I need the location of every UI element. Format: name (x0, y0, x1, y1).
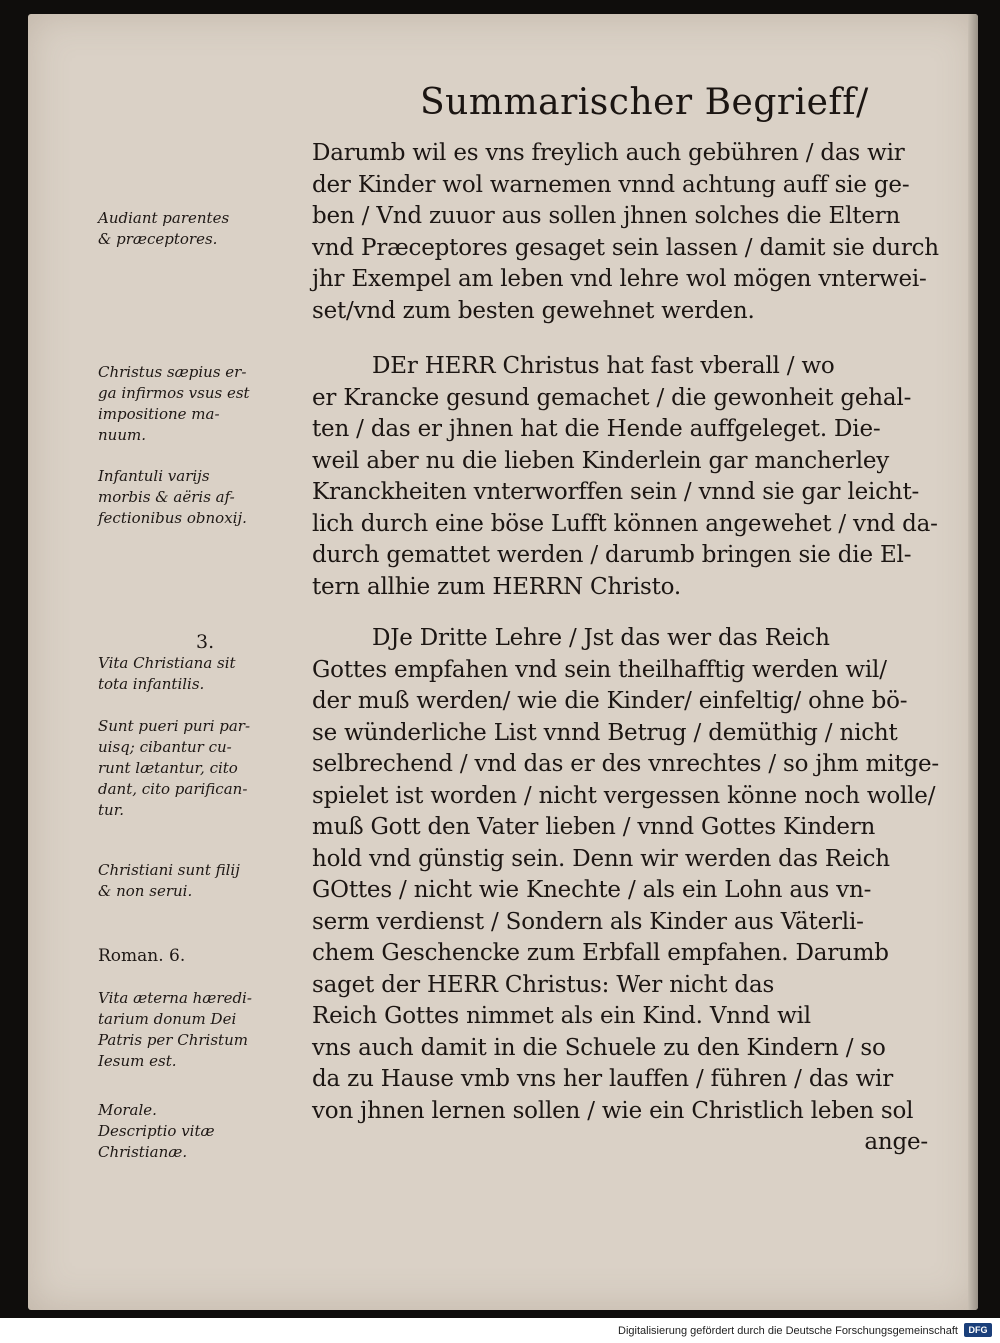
margin-note-line: Iesum est. (98, 1052, 177, 1070)
funding-credit: Digitalisierung gefördert durch die Deutsche Forschungsgemeinschaft (618, 1325, 958, 1337)
margin-note-line: Roman. 6. (98, 946, 186, 966)
paragraph-2 (312, 351, 938, 603)
text-line: chem Geschencke zum Erbfall empfahen. Darumb (312, 940, 889, 966)
margin-note-9 (98, 1100, 303, 1163)
margin-note-line: nuum. (98, 426, 146, 444)
text-line: jhr Exempel am leben vnd lehre wol mögen vnterwei- (312, 266, 927, 292)
margin-note-line: Christus sæpius er- (98, 363, 247, 381)
paragraph-1 (312, 138, 939, 327)
text-line: tern allhie zum HERRN Christo. (312, 573, 682, 600)
text-line: hold vnd günstig sein. Denn wir werden das Reich (312, 845, 890, 872)
text-line: vnd Præceptores gesaget sein lassen / damit sie durch (312, 234, 939, 261)
text-line: vns auch damit in die Schuele zu den Kindern / so (312, 1034, 886, 1061)
text-line: serm verdienst / Sondern als Kinder aus Väterli- (312, 908, 864, 935)
margin-note-line: impositione ma- (98, 405, 220, 423)
margin-note-line: & non serui. (98, 882, 193, 900)
margin-note-5 (98, 716, 303, 821)
margin-note-line: tota infantilis. (98, 675, 205, 693)
margin-note-2 (98, 362, 303, 446)
margin-note-4 (98, 632, 303, 695)
margin-note-line: Christiani sunt filij (98, 861, 240, 879)
text-line: saget der HERR Christus: Wer nicht das (312, 971, 775, 998)
margin-note-7 (98, 946, 303, 967)
text-line: ben / Vnd zuuor aus sollen jhnen solches die Eltern (312, 203, 901, 229)
margin-note-line: runt lætantur, cito (98, 759, 238, 777)
margin-note-line: uisq; cibantur cu- (98, 738, 232, 756)
text-line: DJe Dritte Lehre / Jst das wer das Reich (372, 625, 830, 651)
margin-note-line: tur. (98, 801, 124, 819)
main-text-column (312, 138, 939, 1167)
margin-note-line: ga infirmos vsus est (98, 384, 250, 402)
text-line: Kranckheiten vnterworffen sein / vnnd sie gar leicht- (312, 479, 920, 505)
text-line: er Krancke gesund gemachet / die gewonheit gehal- (312, 384, 912, 411)
margin-note-line: Morale. (98, 1101, 157, 1119)
text-line: GOttes / nicht wie Knechte / als ein Lohn aus vn- (312, 877, 872, 903)
margin-note-6 (98, 860, 303, 902)
dfg-logo: DFG (964, 1323, 992, 1337)
text-line: Darumb wil es vns freylich auch gebühren / das wir (312, 140, 905, 166)
paragraph-3 (312, 623, 939, 1159)
text-line: muß Gott den Vater lieben / vnnd Gottes Kindern (312, 814, 876, 840)
text-line: selbrechend / vnd das er des vnrechtes / so jhm mitge- (312, 751, 939, 777)
margin-note-8 (98, 988, 303, 1072)
margin-note-line: Sunt pueri puri par- (98, 717, 251, 735)
margin-note-3 (98, 466, 303, 529)
page-edge (968, 14, 978, 1310)
margin-note-line: & præceptores. (98, 230, 218, 248)
margin-section-number: 3. (196, 631, 215, 653)
running-title: Summarischer Begrieff/ (420, 82, 869, 123)
margin-note-line: Vita æterna hæredi- (98, 989, 252, 1007)
text-line: ten / das er jhnen hat die Hende auffgeleget. Die- (312, 416, 881, 442)
margin-note-line: fectionibus obnoxij. (98, 509, 247, 527)
text-line: der Kinder wol warnemen vnnd achtung auff sie ge- (312, 171, 910, 198)
text-line: se wünderliche List vnnd Betrug / demüthig / nicht (312, 719, 898, 746)
text-line: spielet ist worden / nicht vergessen könne noch wolle/ (312, 782, 936, 809)
catchword: ange- (864, 1129, 928, 1155)
text-line: set/vnd zum besten gewehnet werden. (312, 297, 755, 324)
margin-note-line: tarium donum Dei (98, 1010, 237, 1028)
margin-note-1 (98, 208, 303, 250)
margin-note-line: Audiant parentes (98, 209, 230, 227)
text-line: lich durch eine böse Lufft können angewehet / vnd da- (312, 510, 938, 537)
text-line: da zu Hause vmb vns her lauffen / führen / das wir (312, 1066, 894, 1092)
margin-note-line: Vita Christiana sit (98, 654, 236, 672)
text-line: der muß werden/ wie die Kinder/ einfeltig/ ohne bö- (312, 688, 908, 714)
text-line: DEr HERR Christus hat fast vberall / wo (372, 353, 835, 379)
margin-note-line: Patris per Christum (98, 1031, 248, 1049)
text-line: Gottes empfahen vnd sein theilhafftig werden wil/ (312, 656, 887, 683)
margin-note-line: Infantuli varijs (98, 467, 210, 485)
footer-bar (0, 1318, 1000, 1343)
text-line: von jhnen lernen sollen / wie ein Christlich leben sol (312, 1097, 914, 1124)
text-line: Reich Gottes nimmet als ein Kind. Vnnd wil (312, 1003, 811, 1029)
margin-note-line: Christianæ. (98, 1143, 188, 1161)
text-line: durch gemattet werden / darumb bringen sie die El- (312, 542, 912, 568)
margin-note-line: Descriptio vitæ (98, 1122, 215, 1140)
margin-note-line: morbis & aëris af- (98, 488, 235, 506)
margin-note-line: dant, cito parifican- (98, 780, 248, 798)
text-line: weil aber nu die lieben Kinderlein gar mancherley (312, 447, 890, 474)
